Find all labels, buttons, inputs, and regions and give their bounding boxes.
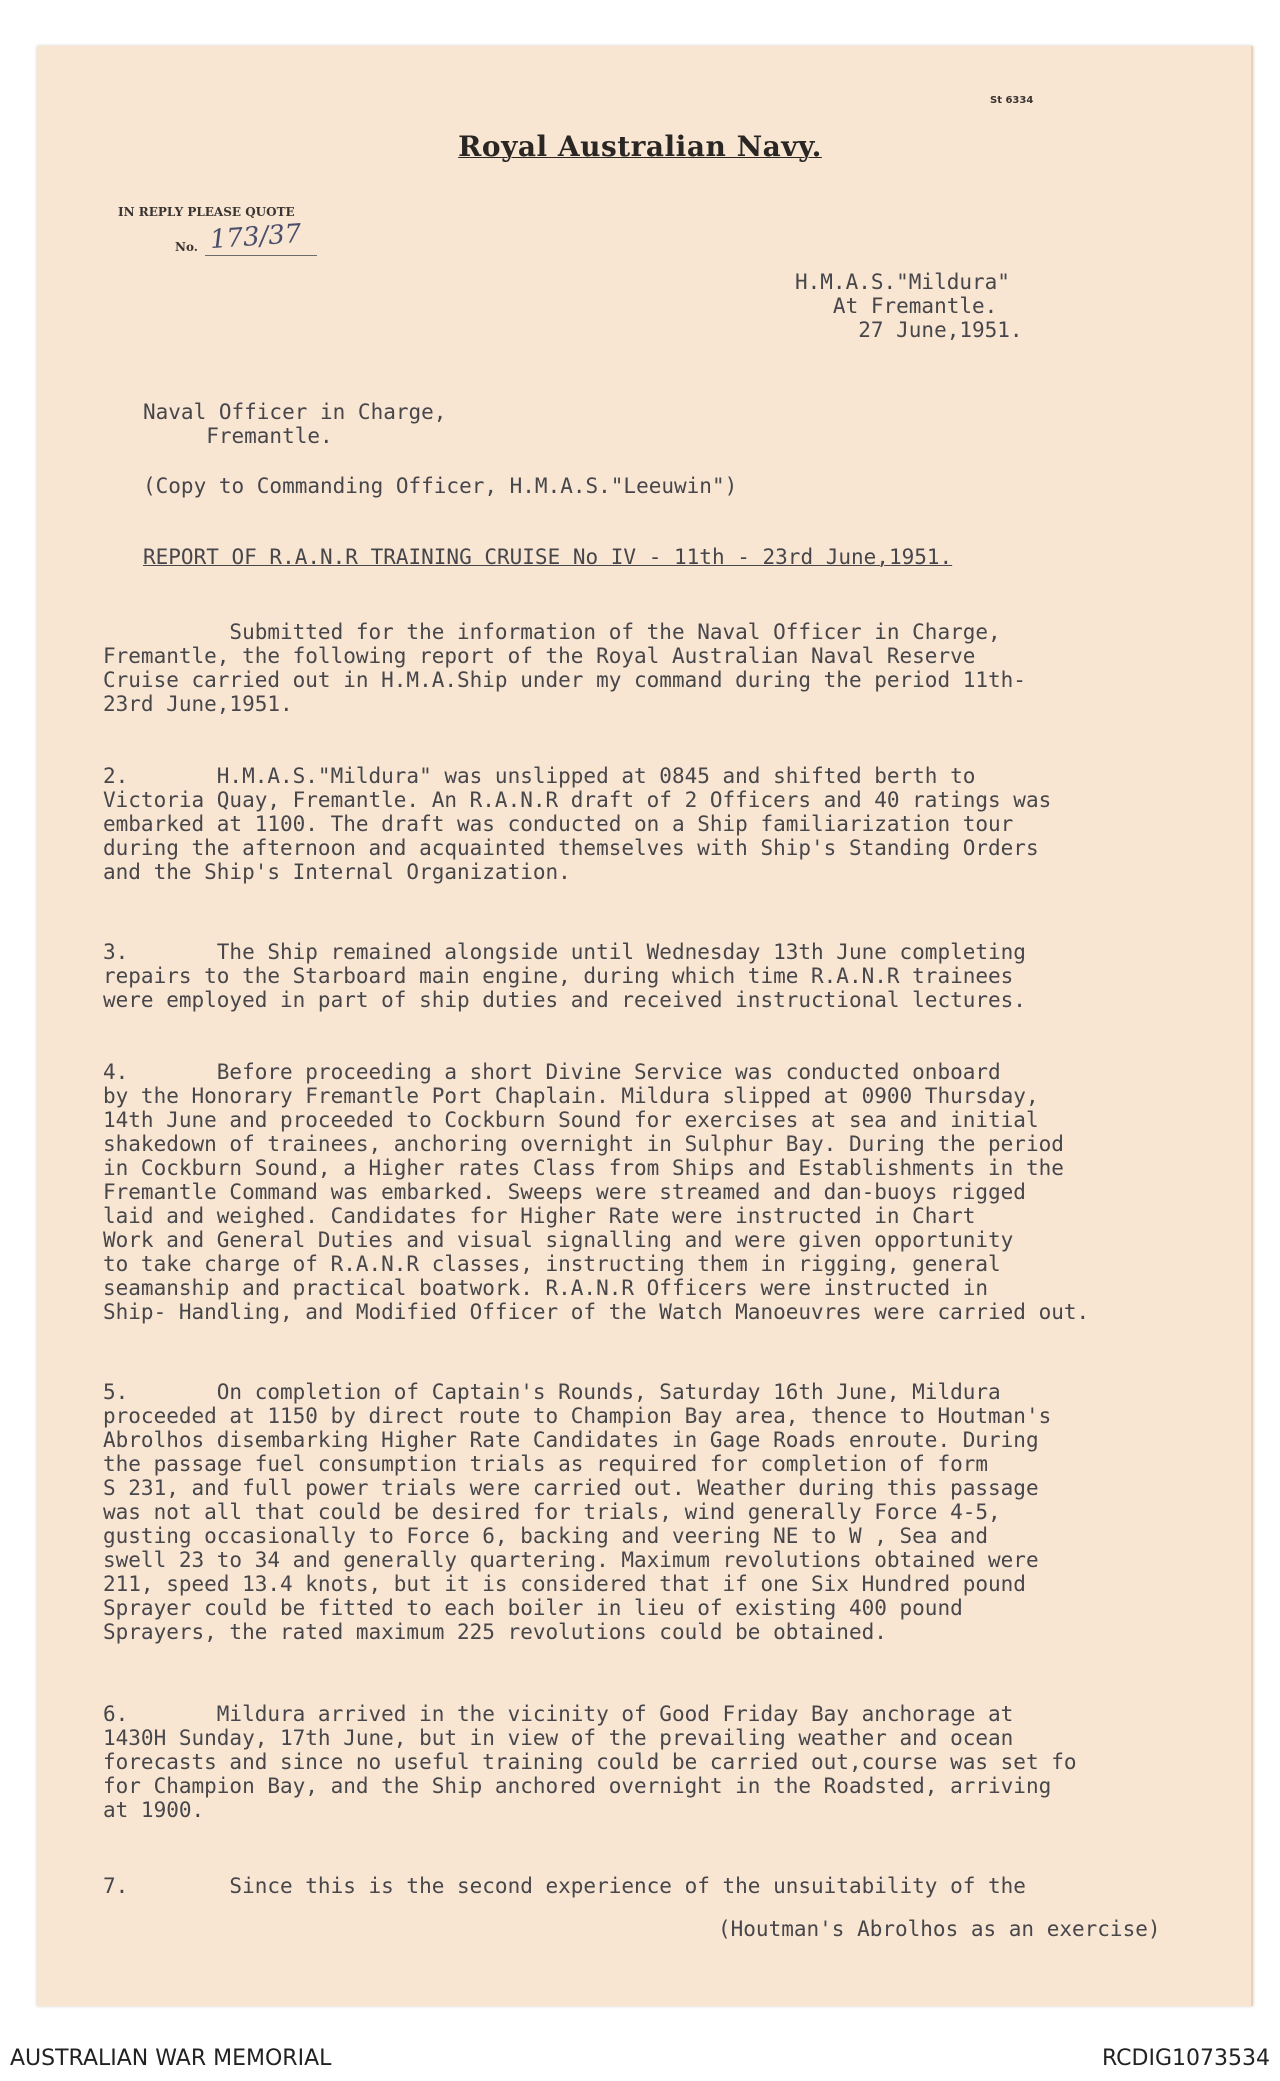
letterhead: Royal Australian Navy. (458, 130, 822, 163)
archive-id: RCDIG1073534 (1101, 2046, 1270, 2071)
reply-quote-label: IN REPLY PLEASE QUOTE (118, 205, 295, 219)
paragraph-2: 2. H.M.A.S."Mildura" was unslipped at 0845 and shifted berth to Victoria Quay, Fremantle. An R.A.N.R draft of 2 Officers and 40 ratings was embarked at 1100. The draft was conducted on a Ship familiarization tour during the afternoon and acquainted themselves with Ship's Standing Orders and the Ship's Internal Organization. (103, 764, 1052, 884)
paragraph-1: Submitted for the information of the Naval Officer in Charge, Fremantle, the following report of the Royal Australian Naval Reserve Cruise carried out in H.M.A.Ship under my command during the period 11th- 23rd June,1951. (103, 620, 1026, 716)
sender-address: H.M.A.S."Mildura" At Fremantle. 27 June,1951. (795, 270, 1023, 342)
reference-underline (205, 255, 317, 256)
archive-credit: AUSTRALIAN WAR MEMORIAL (10, 2046, 332, 2071)
report-subject: REPORT OF R.A.N.R TRAINING CRUISE No IV - 11th - 23rd June,1951. (143, 545, 953, 569)
paragraph-3: 3. The Ship remained alongside until Wednesday 13th June completing repairs to the Starboard main engine, during which time R.A.N.R trainees were employed in part of ship duties and received instructional lectures. (103, 940, 1026, 1012)
reference-no-label: No. (175, 240, 198, 254)
paragraph-7: 7. Since this is the second experience of the unsuitability of the (103, 1874, 1026, 1898)
catchword: (Houtman's Abrolhos as an exercise) (718, 1917, 1161, 1941)
paragraph-5: 5. On completion of Captain's Rounds, Saturday 16th June, Mildura proceeded at 1150 by direct route to Champion Bay area, thence to Houtman's Abrolhos disembarking Higher Rate Candidates in Gage Roads enroute. During the passage fuel consumption trials as required for completion of form S 231, and full power trials were carried out. Weather during this passage was not all that could be desired for trials, wind generally Force 4-5, gusting occasionally to Force 6, backing and veering NE to W , Sea and swell 23 to 34 and generally quartering. Maximum revolutions obtained were 211, speed 13.4 knots, but it is considered that if one Six Hundred pound Sprayer could be fitted to each boiler in lieu of existing 400 pound Sprayers, the rated maximum 225 revolutions could be obtained. (103, 1380, 1052, 1644)
handwritten-reference: 173/37 (209, 218, 303, 256)
paragraph-6: 6. Mildura arrived in the vicinity of Good Friday Bay anchorage at 1430H Sunday, 17th June, but in view of the prevailing weather and ocean forecasts and since no useful training could be carried out,course was set fo for Champion Bay, and the Ship anchored overnight in the Roadsted, arriving at 1900. (103, 1702, 1077, 1822)
form-number: St 6334 (990, 95, 1034, 106)
paragraph-4: 4. Before proceeding a short Divine Service was conducted onboard by the Honorary Fremantle Port Chaplain. Mildura slipped at 0900 Thursday, 14th June and proceeded to Cockburn Sound for exercises at sea and initial shakedown of trainees, anchoring overnight in Sulphur Bay. During the period in Cockburn Sound, a Higher rates Class from Ships and Establishments in the Fremantle Command was embarked. Sweeps were streamed and dan-buoys rigged laid and weighed. Candidates for Higher Rate were instructed in Chart Work and General Duties and visual signalling and were given opportunity to take charge of R.A.N.R classes, instructing them in rigging, general seamanship and practical boatwork. R.A.N.R Officers were instructed in Ship- Handling, and Modified Officer of the Watch Manoeuvres were carried out. (103, 1060, 1090, 1324)
copy-to-line: (Copy to Commanding Officer, H.M.A.S."Leeuwin") (143, 474, 738, 498)
recipient-address: Naval Officer in Charge, Fremantle. (143, 400, 447, 448)
